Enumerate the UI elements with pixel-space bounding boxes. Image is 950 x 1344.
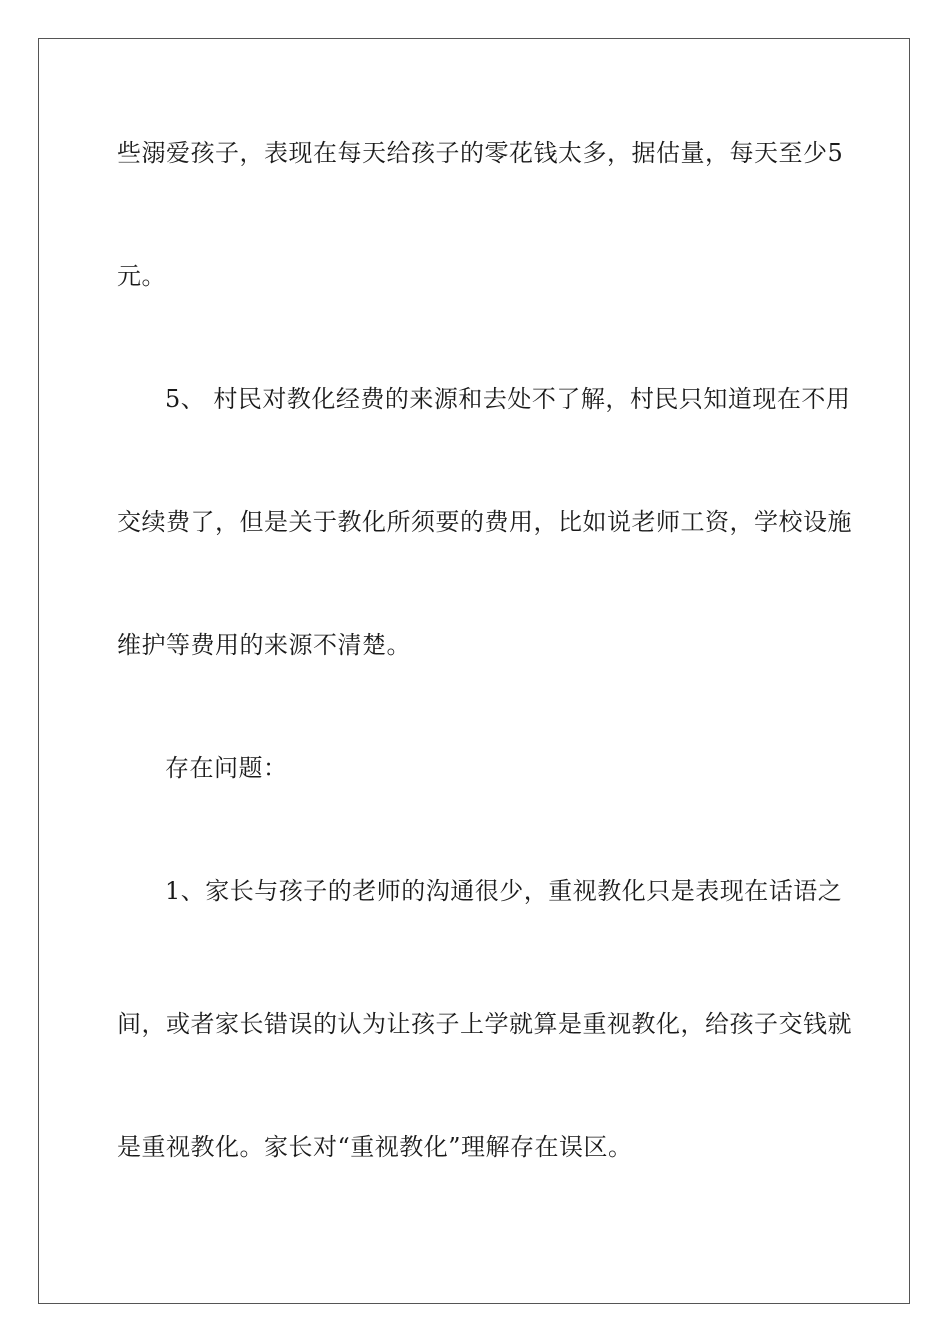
paragraph-line-2: 元。 [117, 262, 166, 290]
issue-1-line-1: 1、家长与孩子的老师的沟通很少，重视教化只是表现在话语之 [165, 877, 843, 905]
page-border [38, 38, 910, 1304]
issue-1-line-3: 是重视教化。家长对“重视教化”理解存在误区。 [117, 1133, 633, 1161]
paragraph-line-1: 些溺爱孩子，表现在每天给孩子的零花钱太多，据估量，每天至少5 [117, 139, 844, 167]
paragraph-item-5-line-3: 维护等费用的来源不清楚。 [117, 631, 411, 659]
issue-1-line-2: 间，或者家长错误的认为让孩子上学就算是重视教化，给孩子交钱就 [117, 1010, 852, 1038]
paragraph-item-5-line-1: 5、 村民对教化经费的来源和去处不了解，村民只知道现在不用 [165, 385, 851, 413]
paragraph-item-5-line-2: 交续费了，但是关于教化所须要的费用，比如说老师工资，学校设施 [117, 508, 852, 536]
section-heading-issues: 存在问题： [165, 754, 288, 782]
